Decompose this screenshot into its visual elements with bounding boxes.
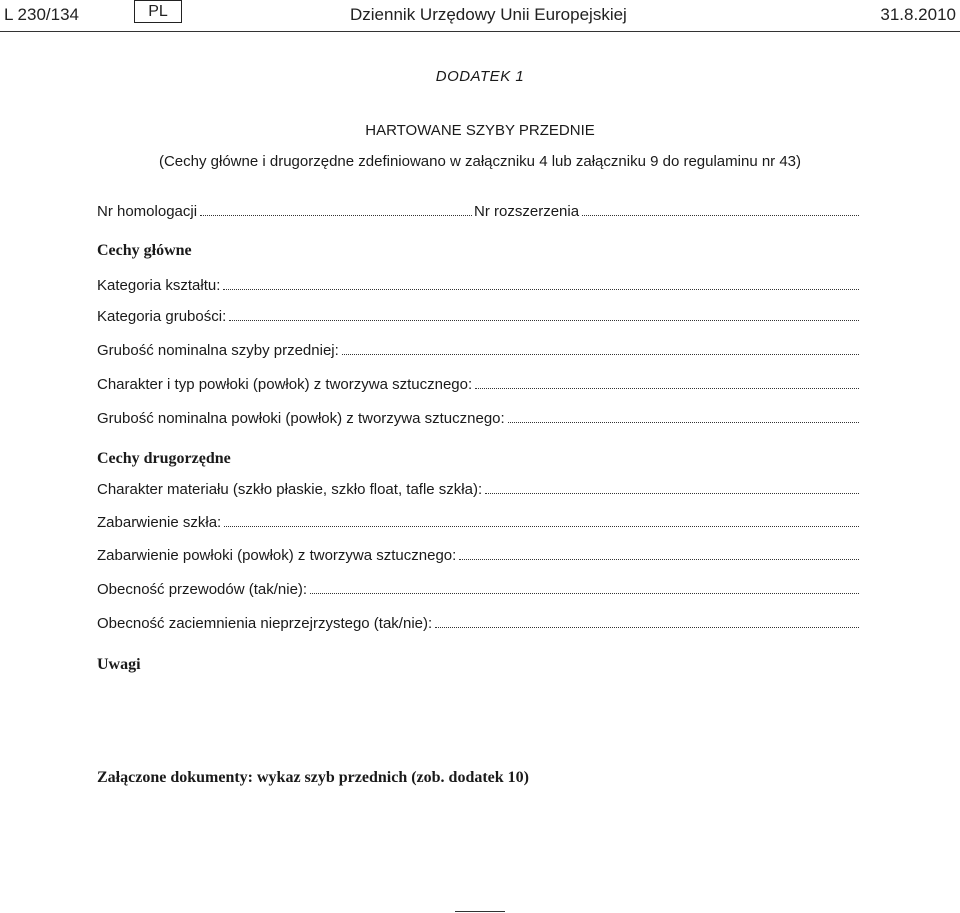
form-field-row bbox=[97, 615, 861, 632]
header-divider bbox=[0, 31, 960, 32]
form-field-row bbox=[97, 342, 861, 359]
field-label: Zabarwienie powłoki (powłok) z tworzywa sztucznego: bbox=[97, 547, 457, 564]
form-field-row bbox=[97, 376, 861, 393]
field-label: Obecność przewodów (tak/nie): bbox=[97, 581, 308, 598]
homologation-number-label: Nr homologacji bbox=[97, 203, 198, 220]
form-field-row bbox=[97, 581, 861, 598]
document-subtitle: (Cechy główne i drugorzędne zdefiniowano w załączniku 4 lub załączniku 9 do regulaminu nr 43) bbox=[158, 153, 802, 170]
field-label: Charakter materiału (szkło płaskie, szkło float, tafle szkła): bbox=[97, 481, 483, 498]
fill-in-line[interactable] bbox=[508, 422, 859, 423]
homologation-number-field[interactable] bbox=[200, 215, 472, 216]
page-header bbox=[0, 0, 960, 30]
page-reference: L 230/134 bbox=[4, 5, 79, 24]
form-field-row bbox=[97, 277, 861, 294]
approval-numbers-line bbox=[97, 203, 861, 220]
form-field-row bbox=[97, 547, 861, 564]
fill-in-line[interactable] bbox=[475, 388, 859, 389]
form-field-row bbox=[97, 481, 861, 498]
fill-in-line[interactable] bbox=[224, 526, 859, 527]
field-label: Kategoria kształtu: bbox=[97, 277, 221, 294]
publication-date: 31.8.2010 bbox=[880, 5, 956, 24]
language-badge: PL bbox=[134, 0, 182, 23]
end-rule bbox=[455, 911, 505, 912]
extension-number-field[interactable] bbox=[582, 215, 859, 216]
fill-in-line[interactable] bbox=[485, 493, 859, 494]
journal-title: Dziennik Urzędowy Unii Europejskiej bbox=[350, 5, 627, 24]
remarks-heading: Uwagi bbox=[97, 656, 141, 673]
fill-in-line[interactable] bbox=[229, 320, 859, 321]
annex-title: DODATEK 1 bbox=[435, 68, 525, 85]
secondary-features-heading: Cechy drugorzędne bbox=[97, 450, 231, 467]
field-label: Grubość nominalna powłoki (powłok) z tworzywa sztucznego: bbox=[97, 410, 505, 427]
fill-in-line[interactable] bbox=[342, 354, 859, 355]
main-features-heading: Cechy główne bbox=[97, 242, 192, 259]
field-label: Grubość nominalna szyby przedniej: bbox=[97, 342, 339, 359]
field-label: Kategoria grubości: bbox=[97, 308, 227, 325]
fill-in-line[interactable] bbox=[435, 627, 859, 628]
document-title: HARTOWANE SZYBY PRZEDNIE bbox=[365, 122, 595, 139]
extension-number-label: Nr rozszerzenia bbox=[474, 203, 580, 220]
field-label: Zabarwienie szkła: bbox=[97, 514, 222, 531]
field-label: Obecność zaciemnienia nieprzejrzystego (tak/nie): bbox=[97, 615, 433, 632]
fill-in-line[interactable] bbox=[459, 559, 859, 560]
fill-in-line[interactable] bbox=[223, 289, 859, 290]
fill-in-line[interactable] bbox=[310, 593, 859, 594]
attachments-line: Załączone dokumenty: wykaz szyb przednich (zob. dodatek 10) bbox=[97, 769, 530, 786]
field-label: Charakter i typ powłoki (powłok) z tworzywa sztucznego: bbox=[97, 376, 473, 393]
form-field-row bbox=[97, 410, 861, 427]
form-field-row bbox=[97, 308, 861, 325]
form-field-row bbox=[97, 514, 861, 531]
